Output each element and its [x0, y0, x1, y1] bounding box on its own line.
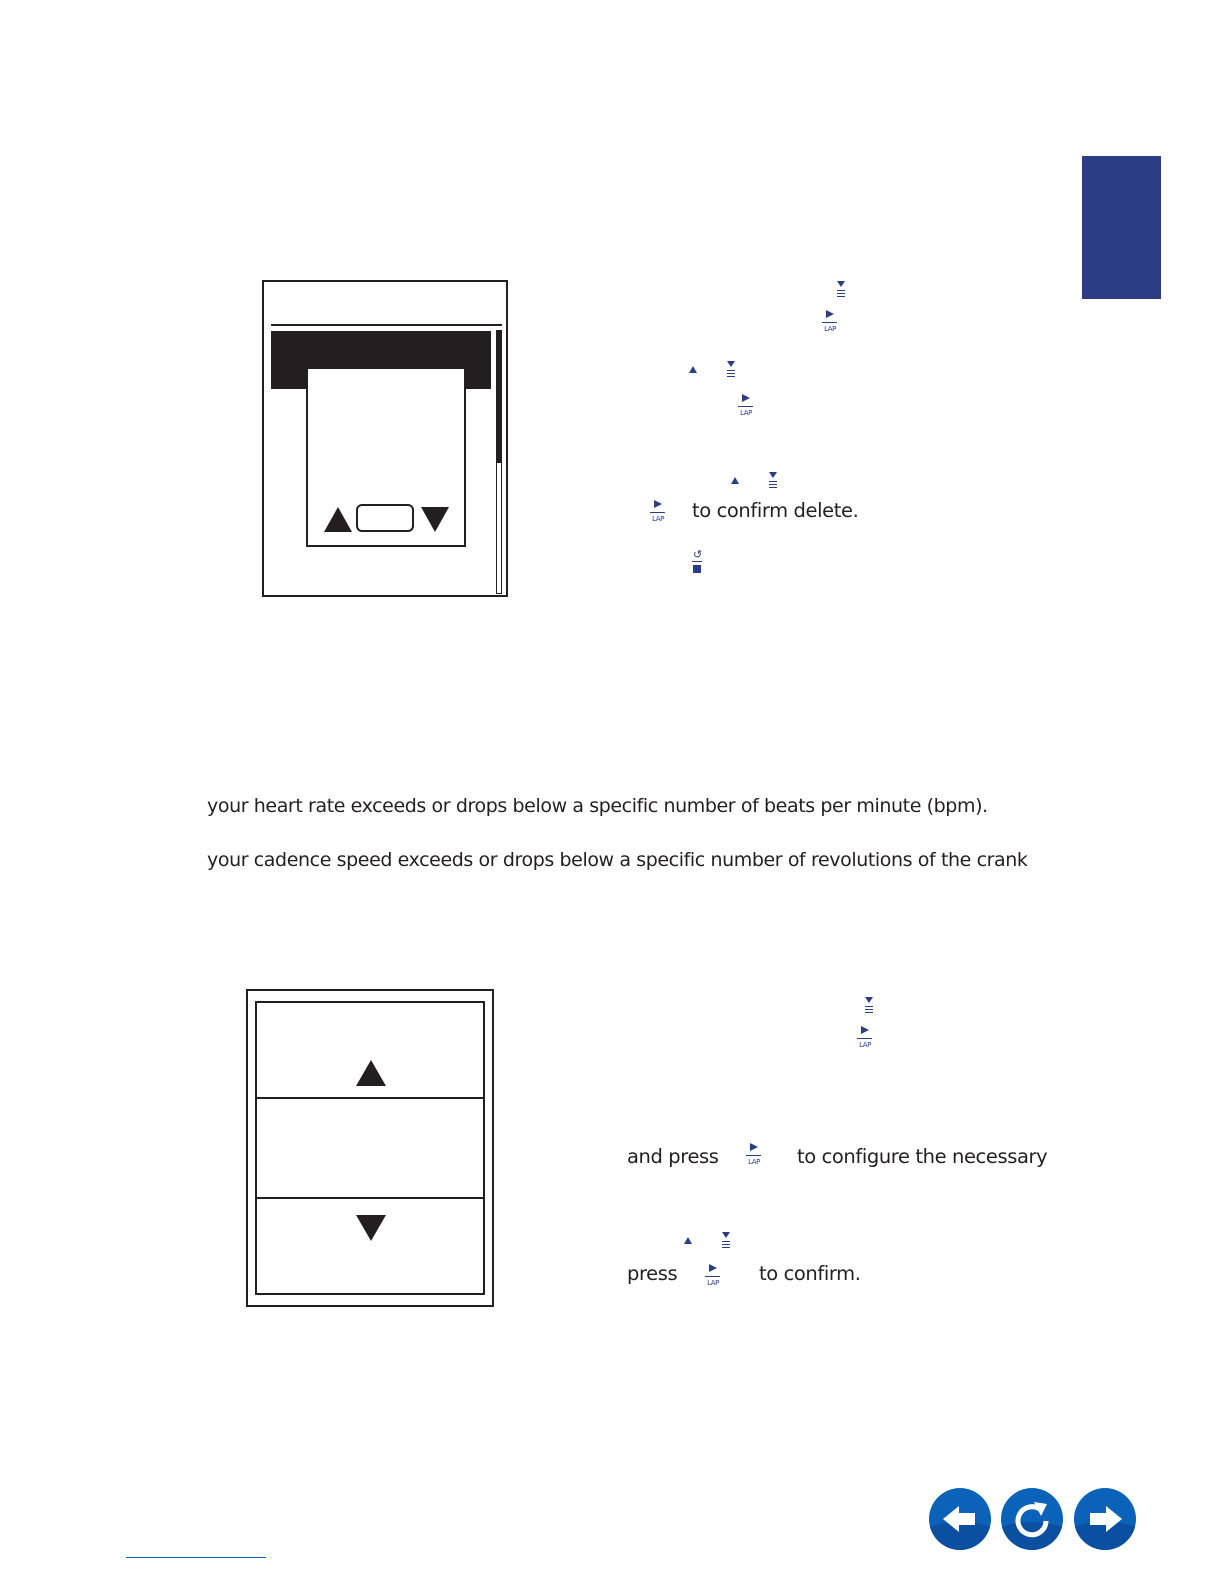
configure-text: to configure the necessary	[797, 1145, 1048, 1168]
down-arrow-icon	[356, 1215, 386, 1241]
heart-rate-text: your heart rate exceeds or drops below a specific number of beats per minute (bpm).	[207, 795, 988, 817]
reload-button[interactable]	[1001, 1488, 1063, 1550]
lap-button-icon: LAP	[820, 310, 840, 334]
press-text: press	[627, 1262, 678, 1285]
confirm-dialog	[306, 367, 466, 547]
menu-button-icon	[721, 1232, 731, 1250]
device-screen-delete	[262, 280, 508, 597]
title-divider	[271, 324, 502, 326]
section-tab	[1082, 156, 1161, 299]
scrollbar-thumb	[497, 331, 501, 463]
back-button-icon: ↺	[690, 549, 704, 575]
arrow-left-icon	[929, 1488, 991, 1550]
menu-button-icon	[726, 361, 736, 379]
footer-link-underline[interactable]	[126, 1557, 266, 1558]
lap-button-icon: LAP	[736, 394, 756, 418]
cadence-text: your cadence speed exceeds or drops below a specific number of revolutions of the crank	[207, 849, 1028, 871]
up-arrow-icon	[356, 1060, 386, 1086]
reload-icon	[1001, 1488, 1063, 1550]
screen-frame	[255, 1001, 485, 1295]
lap-button-icon: LAP	[703, 1264, 723, 1288]
and-press-text: and press	[627, 1145, 719, 1168]
arrow-right-icon	[1074, 1488, 1136, 1550]
selection-box	[356, 504, 414, 532]
lap-button-icon: LAP	[855, 1026, 875, 1050]
menu-button-icon	[768, 472, 778, 490]
confirm-text: to confirm.	[759, 1262, 861, 1285]
next-page-button[interactable]	[1074, 1488, 1136, 1550]
up-button-icon	[684, 1237, 692, 1244]
menu-button-icon	[836, 281, 846, 299]
up-arrow-icon	[324, 507, 352, 532]
lap-button-icon: LAP	[648, 500, 668, 524]
confirm-delete-text: to confirm delete.	[692, 499, 859, 522]
divider	[257, 1197, 483, 1199]
lap-button-icon: LAP	[744, 1143, 764, 1167]
up-button-icon	[689, 366, 697, 373]
device-screen-alert	[246, 989, 494, 1307]
previous-page-button[interactable]	[929, 1488, 991, 1550]
up-button-icon	[731, 477, 739, 484]
down-arrow-icon	[421, 507, 449, 532]
scrollbar	[496, 330, 502, 594]
menu-button-icon	[864, 997, 874, 1015]
divider	[257, 1097, 483, 1099]
